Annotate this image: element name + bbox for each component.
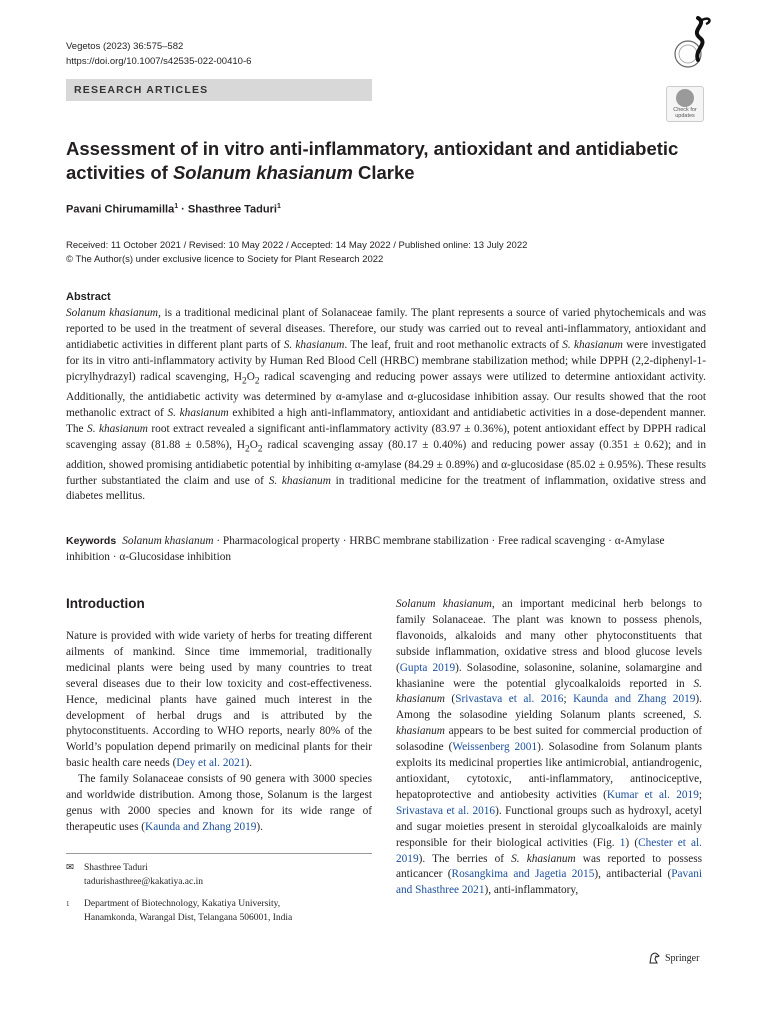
citation-link[interactable]: Pavani and Shasthree 2021: [396, 868, 702, 897]
publication-dates: Received: 11 October 2021 / Revised: 10 May 2022 / Accepted: 14 May 2022 / Published online: 13 July 2022 © The Author(s) under exclusive licence to Society for Plant Research 2022: [66, 240, 528, 265]
affiliation-number: 1: [66, 900, 70, 908]
check-for-updates-badge[interactable]: [666, 86, 704, 122]
check-updates-icon: [676, 89, 694, 107]
figure-link[interactable]: 1: [619, 836, 626, 849]
publisher-logo: [647, 951, 699, 965]
citation-link[interactable]: Dey et al. 2021: [176, 757, 246, 770]
affiliation: 1 Department of Biotechnology, Kakatiya University, Hanamkonda, Warangal Dist, Telangana 506001, India: [66, 898, 372, 925]
citation-link[interactable]: Srivastava et al. 2016: [455, 693, 564, 706]
check-badge-line1: Check for: [673, 107, 697, 113]
publisher-name: Springer: [665, 952, 700, 964]
citation-link[interactable]: Rosangkima and Jagetia 2015: [451, 868, 595, 881]
article-title: Assessment of in vitro anti-inflammatory, antioxidant and antidiabetic activities of Solanum khasianum Clarke: [66, 138, 679, 183]
citation-link[interactable]: Srivastava et al. 2016: [396, 804, 496, 817]
abstract-body: Solanum khasianum, is a traditional medicinal plant of Solanaceae family. The plant represents a source of varied phytochemicals and was reported to be used in the treatment of several diseases. Therefore, our study was carried out to reveal anti-inflammatory, antioxidant and antidiabetic activities in different plant parts of S. khasianum. The leaf, fruit and root methanolic extracts of S. khasianum were investigated for its in vitro anti-inflammatory activity by Human Red Blood Cell (HRBC) membrane stabilization method; while DPPH (2,2-diphenyl-1-picrylhydrazyl) radical scavenging, $H_2O_2$ radical scavenging and reducing power assays were utilized to determine antioxidant activity. Additionally, the antidiabetic activity was determined by α-amylase and α-glucosidase inhibition assay. Our results showed that the root methanolic extract of S. khasianum exhibited a high anti-inflammatory, antioxidant and antidiabetic activities in a dose-dependent manner. The S. khasianum root extract revealed a significant anti-inflammatory activity (83.97 ± 0.36%), potent antioxidant effect by DPPH radical scavenging assay (81.88 ± 0.58%), $H_2O_2$ radical scavenging assay (80.17 ± 0.40%) and reducing power assay (0.351 ± 0.62); and in addition, showed promising antidiabetic potential by inhibiting α-amylase (84.29 ± 0.89%) and α-glucosidase (85.02 ± 0.95%). These results further substantiated the claim and use of S. khasianum in traditional medicine for the treatment of inflammation, oxidative stress and diabetes mellitus.: [66, 307, 707, 503]
envelope-icon: ✉: [66, 863, 74, 873]
corresponding-author: [66, 862, 372, 889]
journal-meta: [66, 39, 251, 69]
citation-link[interactable]: Kaunda and Zhang 2019: [573, 693, 696, 706]
doi-link[interactable]: https://doi.org/10.1007/s42535-022-00410-6: [66, 56, 252, 67]
journal-citation: Vegetos (2023) 36:575–582: [66, 41, 184, 52]
author-list: Pavani Chirumamilla$^1$ · Shasthree Taduri$^1$: [66, 203, 281, 216]
author-name[interactable]: Shasthree Taduri: [187, 203, 277, 216]
email-link[interactable]: tadurishasthree@kakatiya.ac.in: [84, 876, 204, 887]
corresponding-name: Shasthree Taduri: [84, 863, 148, 873]
section-label: RESEARCH ARTICLES: [66, 79, 372, 101]
intro-paragraph: Nature is provided with wide variety of herbs for treating different ailments of mankind. Since time immemorial, traditionally medicinal plants were being used by many countries to treat several diseases due to their low toxicity and cost-effectiveness. Hence, medicinal plants have gained much interest in the development of herbal drugs and is attributed by the phytoconstituents. According to WHO reports, nearly 80% of the World’s population depend primarily on medicinal plants for their basic health care needs (Dey et al. 2021).: [66, 630, 372, 770]
keywords: Keywords Solanum khasianum · Pharmacological property · HRBC membrane stabilization · Free radical scavenging · α-Amylase inhibition · α-Glucosidase inhibition: [66, 535, 665, 563]
introduction-heading: Introduction: [66, 596, 145, 611]
citation-link[interactable]: Weissenberg 2001: [452, 741, 538, 754]
citation-link[interactable]: Chester et al. 2019: [396, 836, 703, 865]
check-badge-line2: updates: [675, 113, 695, 119]
citation-link[interactable]: Gupta 2019: [399, 661, 456, 674]
footnotes: [66, 862, 372, 934]
springer-horse-icon: [647, 951, 661, 965]
intro-right-column: [396, 597, 702, 899]
citation-link[interactable]: Kumar et al. 2019: [606, 788, 699, 801]
author-name[interactable]: Pavani Chirumamilla: [66, 203, 175, 216]
intro-paragraph: Solanum khasianum, an important medicinal herb belongs to family Solanaceae. The plant was known to possess phenols, flavonoids, alkaloids and many other phytoconstituents that subside inflammation, oxidative stress and blood glucose levels (Gupta 2019). Solasodine, solasonine, solanine, solamargine and khasianine were the potential glycoalkaloids reported in S. khasianum (Srivastava et al. 2016; Kaunda and Zhang 2019). Among the solasodine yielding Solanum plants screened, S. khasianum appears to be best suited for commercial production of solasodine (Weissenberg 2001). Solasodine from Solanum plants exploits its medicinal properties like antimicrobial, antiandrogenic, antioxidant, cytotoxic, anti-inflammatory, antinociceptive, hepatoprotective and antiobesity activities (Kumar et al. 2019; Srivastava et al. 2016). Functional groups such as hydroxyl, acetyl and sugar moieties present in steroidal glycoalkaloids are mainly responsible for their biological activities (Fig. 1) (Chester et al. 2019). The berries of S. khasianum was reported to possess anticancer (Rosangkima and Jagetia 2015), antibacterial (Pavani and Shasthree 2021), anti-inflammatory,: [396, 598, 703, 897]
citation-link[interactable]: Kaunda and Zhang 2019: [145, 820, 257, 833]
intro-left-column: [66, 629, 372, 836]
journal-logo-icon: [668, 14, 714, 72]
intro-paragraph: The family Solanaceae consists of 90 genera with 3000 species and worldwide distribution. Among those, Solanum is the largest genus with 2000 species and known for its wide range of therapeutic uses (Kaunda and Zhang 2019).: [66, 773, 372, 833]
abstract-heading: Abstract: [66, 291, 111, 303]
footnote-divider: [66, 853, 372, 854]
